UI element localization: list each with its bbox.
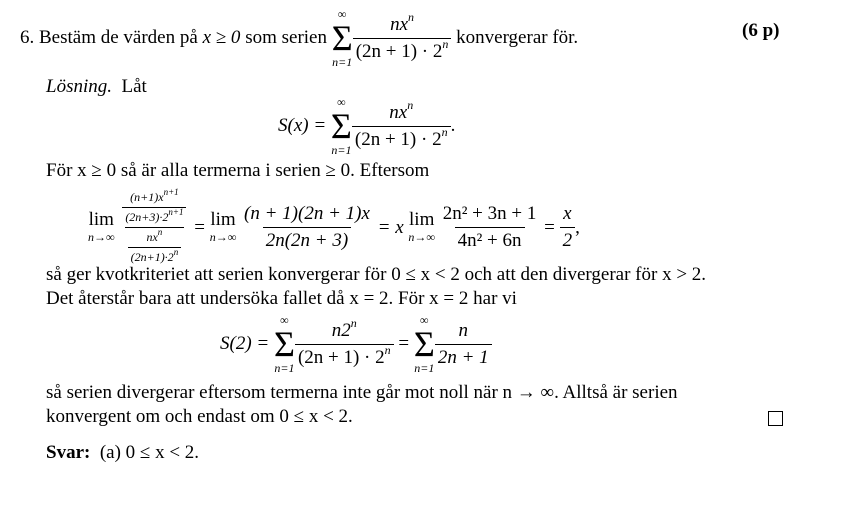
s2-fraction-1: $\frac{n2^n}{(2n + 1) \cdot 2^n}$ bbox=[295, 320, 394, 369]
problem-condition: x ≥ 0 bbox=[202, 27, 241, 48]
sum-lower: n=1 bbox=[332, 55, 353, 69]
series-at-two: S(2) = ∞ Σ n=1 $\frac{n2^n}{(2n + 1) \cdot 2^n}$ = ∞ Σ n=1 $\frac{n}{2n + 1}$ bbox=[220, 314, 492, 374]
sum-upper: ∞ bbox=[337, 7, 347, 21]
series-definition: S(x) = ∞ Σ n=1 $\frac{nx^n}{(2n + 1) \cdot 2^n}$ . bbox=[278, 95, 456, 157]
definition-sum: ∞ Σ n=1 bbox=[330, 95, 352, 157]
ratio-fraction-4: $\frac{x}{2}$ bbox=[560, 203, 576, 252]
ratio-fraction-3: $\frac{\text{2n² + 3n + 1}}{\text{4n² + 6n}}$ bbox=[442, 203, 537, 251]
problem-text-after: konvergerar för. bbox=[456, 27, 579, 48]
solution-intro: Lösning. Låt bbox=[46, 76, 147, 97]
answer-line bbox=[46, 442, 199, 464]
problem-points: (6 p) bbox=[742, 20, 780, 41]
definition-fraction: $\frac{nx^n}{(2n + 1) \cdot 2^n}$ bbox=[352, 102, 451, 151]
limit-2: lim n→∞ bbox=[209, 209, 237, 245]
limit-3: lim n→∞ bbox=[408, 209, 435, 245]
solution-label: Lösning. bbox=[46, 76, 112, 97]
positivity-statement: För x ≥ 0 så är alla termerna i serien ≥ 0. Eftersom bbox=[46, 160, 430, 181]
s2-fraction-2: $\frac{n}{2n + 1}$ bbox=[435, 320, 492, 369]
problem-line bbox=[20, 8, 578, 68]
s2-sum-1: ∞ Σ n=1 bbox=[273, 313, 295, 375]
ratio-conclusion: så ger kvotkriteriet att serien konvergerar för 0 ≤ x < 2 och att den divergerar för x > 2. bbox=[46, 264, 707, 285]
ratio-fraction-2: $\frac{(n + 1)(2n + 1)x}{2n(2n + 3)}$ bbox=[244, 203, 370, 251]
sigma-symbol: Σ bbox=[331, 18, 353, 58]
limit-1: lim n→∞ bbox=[88, 209, 115, 245]
problem-text-mid: som serien bbox=[245, 27, 327, 48]
case-x2-intro: Det återstår bara att undersöka fallet då x = 2. För x = 2 har vi bbox=[46, 288, 517, 309]
convergence-conclusion: konvergent om och endast om 0 ≤ x < 2. bbox=[46, 406, 353, 427]
qed-square-icon bbox=[768, 410, 783, 432]
answer-value: (a) 0 ≤ x < 2. bbox=[99, 442, 200, 463]
problem-text-before: Bestäm de värden på bbox=[39, 27, 198, 48]
problem-sum bbox=[332, 8, 353, 68]
problem-fraction: $\frac{nx^n}{(2n + 1) \cdot 2^n}$ bbox=[353, 14, 452, 63]
answer-label: Svar: bbox=[46, 442, 91, 463]
divergence-statement: så serien divergerar eftersom termerna inte går mot noll när n → ∞. Alltså är serien bbox=[46, 382, 678, 403]
ratio-compound-fraction: $\frac{\frac{(n+1)x^{n+1}}{(2n+3)\cdot 2^{n+1}}}{\frac{nx^n}{(2n+1)\cdot 2^n}}$ bbox=[119, 190, 189, 265]
problem-number: 6. bbox=[20, 27, 35, 48]
ratio-test: lim n→∞ $\frac{\frac{(n+1)x^{n+1}}{(2n+3)\cdot 2^{n+1}}}{\frac{nx^n}{(2n+1)\cdot 2^n}}$ = lim n→∞ $\frac{(n + 1)(2n + 1)x}{2n(2n + 3)}$ = x lim n→∞ $\frac{\text{2n² + 3n + 1}}{\text{4n² + 6n}}$ = $\frac{x}{2}$ , bbox=[88, 187, 580, 264]
s2-sum-2: ∞ Σ n=1 bbox=[413, 313, 435, 375]
